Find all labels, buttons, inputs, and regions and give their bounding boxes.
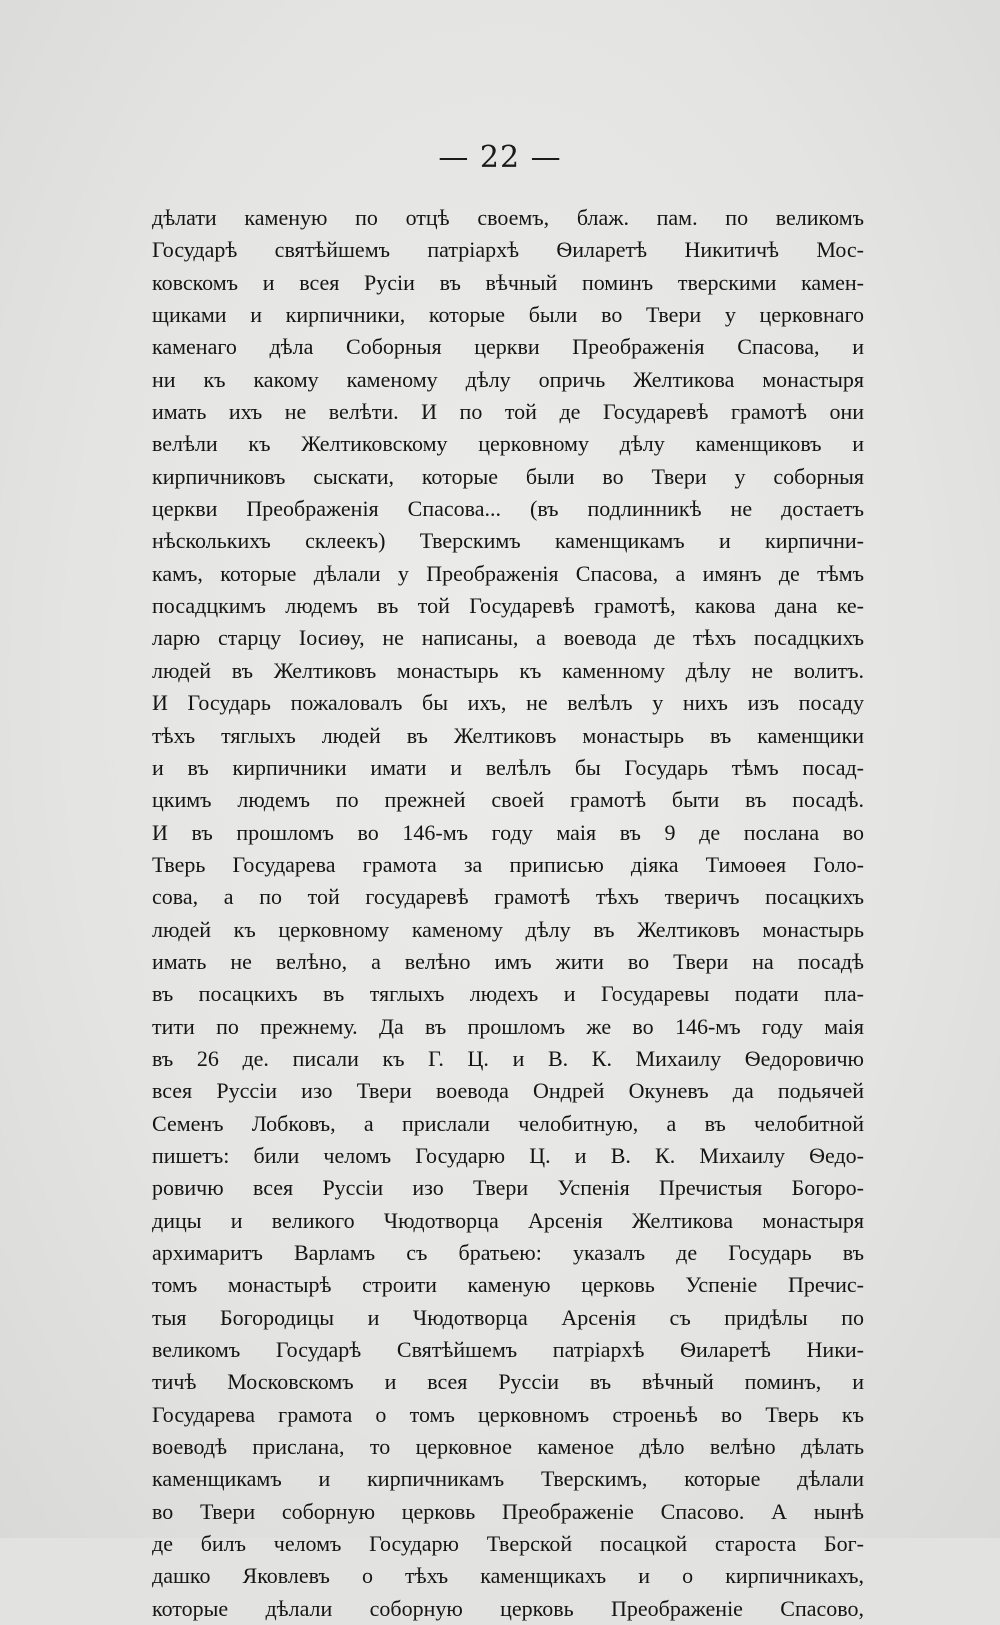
text-line: томъ монастырѣ строити каменую церковь Успеніе Пречис-	[152, 1272, 864, 1298]
text-line: посадцкимъ людемъ въ той Государевѣ грамотѣ, какова дана ке-	[152, 593, 864, 619]
text-line: воеводѣ прислана, то церковное каменое дѣло велѣно дѣлать	[152, 1434, 864, 1460]
text-line: Государѣ святѣйшемъ патріархѣ Ѳиларетѣ Никитичѣ Мос-	[152, 237, 864, 263]
text-line: ни къ какому каменому дѣлу опричь Желтикова монастыря	[152, 366, 864, 392]
text-line: тичѣ Московскомъ и всея Руссіи въ вѣчный поминъ, и	[152, 1369, 864, 1395]
page-number: — 22 —	[438, 140, 562, 175]
text-line: велѣли къ Желтиковскому церковному дѣлу каменщиковъ и	[152, 431, 864, 457]
text-line: имать не велѣно, а велѣно имъ жити во Твери на посадѣ	[152, 948, 864, 974]
text-line: И Государь пожаловалъ бы ихъ, не велѣлъ у нихъ изъ посаду	[152, 690, 864, 716]
text-line: въ 26 де. писали къ Г. Ц. и В. К. Михаилу Ѳедоровичю	[152, 1045, 864, 1071]
text-line: великомъ Государѣ Святѣйшемъ патріархѣ Ѳиларетѣ Ники-	[152, 1337, 864, 1363]
text-line: Тверь Государева грамота за приписью дiяка Тимоѳея Голо-	[152, 851, 864, 877]
text-line: людей въ Желтиковъ монастырь къ каменному дѣлу не волитъ.	[152, 657, 864, 683]
text-line: въ посацкихъ въ тяглыхъ людехъ и Государевы подати пла-	[152, 981, 864, 1007]
text-line: И въ прошломъ во 146-мъ году маія въ 9 де послана во	[152, 819, 864, 845]
text-line: дѣлати каменую по отцѣ своемъ, блаж. пам. по великомъ	[152, 205, 864, 230]
text-line: имать ихъ не велѣти. И по той де Государевѣ грамотѣ они	[152, 399, 864, 425]
text-line: щиками и кирпичники, которые были во Твери у церковнаго	[152, 302, 864, 328]
text-line: ковскомъ и всея Русіи въ вѣчный поминъ тверскими камен-	[152, 269, 864, 295]
text-line: всея Руссіи изо Твери воевода Ондрей Окуневъ да подьячей	[152, 1078, 864, 1104]
text-line: дицы и великого Чюдотворца Арсенія Желтикова монастыря	[152, 1207, 864, 1233]
text-line: ларю старцу Іосиѳу, не написаны, а воевода де тѣхъ посадцкихъ	[152, 625, 864, 651]
text-line: Семенъ Лобковъ, а прислали челобитную, а въ челобитной	[152, 1110, 864, 1136]
text-line: цкимъ людемъ по прежней своей грамотѣ быти въ посадѣ.	[152, 787, 864, 813]
text-line: де билъ челомъ Государю Тверской посацкой староста Бог-	[152, 1531, 864, 1557]
text-line: кирпичниковъ сыскати, которые были во Твери у соборныя	[152, 463, 864, 489]
text-line: во Твери соборную церковь Преображеніе Спасово. А нынѣ	[152, 1498, 864, 1524]
text-line: Государева грамота о томъ церковномъ строеньѣ во Тверь къ	[152, 1401, 864, 1427]
text-line: пишетъ: били челомъ Государю Ц. и В. К. Михаилу Ѳедо-	[152, 1142, 864, 1168]
text-line: нѣсколькихъ склеекъ) Тверскимъ каменщикамъ и кирпични-	[152, 528, 864, 554]
text-line: сова, а по той государевѣ грамотѣ тѣхъ тверичъ посацкихъ	[152, 884, 864, 910]
text-line: камъ, которые дѣлали у Преображенія Спасова, а имянъ де тѣмъ	[152, 560, 864, 586]
text-line: тѣхъ тяглыхъ людей въ Желтиковъ монастырь въ каменщики	[152, 722, 864, 748]
text-line: тити по прежнему. Да въ прошломъ же во 146-мъ году маія	[152, 1013, 864, 1039]
text-line: и въ кирпичники имати и велѣлъ бы Государь тѣмъ посад-	[152, 754, 864, 780]
text-line: людей къ церковному каменому дѣлу въ Желтиковъ монастырь	[152, 916, 864, 942]
text-line: ровичю всея Руссіи изо Твери Успенія Пречистыя Богоро-	[152, 1175, 864, 1201]
text-line: которые дѣлали соборную церковь Преображеніе Спасово,	[152, 1595, 864, 1621]
text-line: каменаго дѣла Соборныя церкви Преображенія Спасова, и	[152, 334, 864, 360]
text-line: каменщикамъ и кирпичникамъ Тверскимъ, которые дѣлали	[152, 1466, 864, 1492]
text-line: церкви Преображенія Спасова... (въ подлинникѣ не достаетъ	[152, 496, 864, 522]
text-line: дашко Яковлевъ о тѣхъ каменщикахъ и о кирпичникахъ,	[152, 1563, 864, 1589]
text-line: архимаритъ Варламъ съ братьею: указалъ де Государь въ	[152, 1240, 864, 1265]
body-text	[152, 202, 864, 1625]
text-line: тыя Богородицы и Чюдотворца Арсенія съ придѣлы по	[152, 1304, 864, 1330]
